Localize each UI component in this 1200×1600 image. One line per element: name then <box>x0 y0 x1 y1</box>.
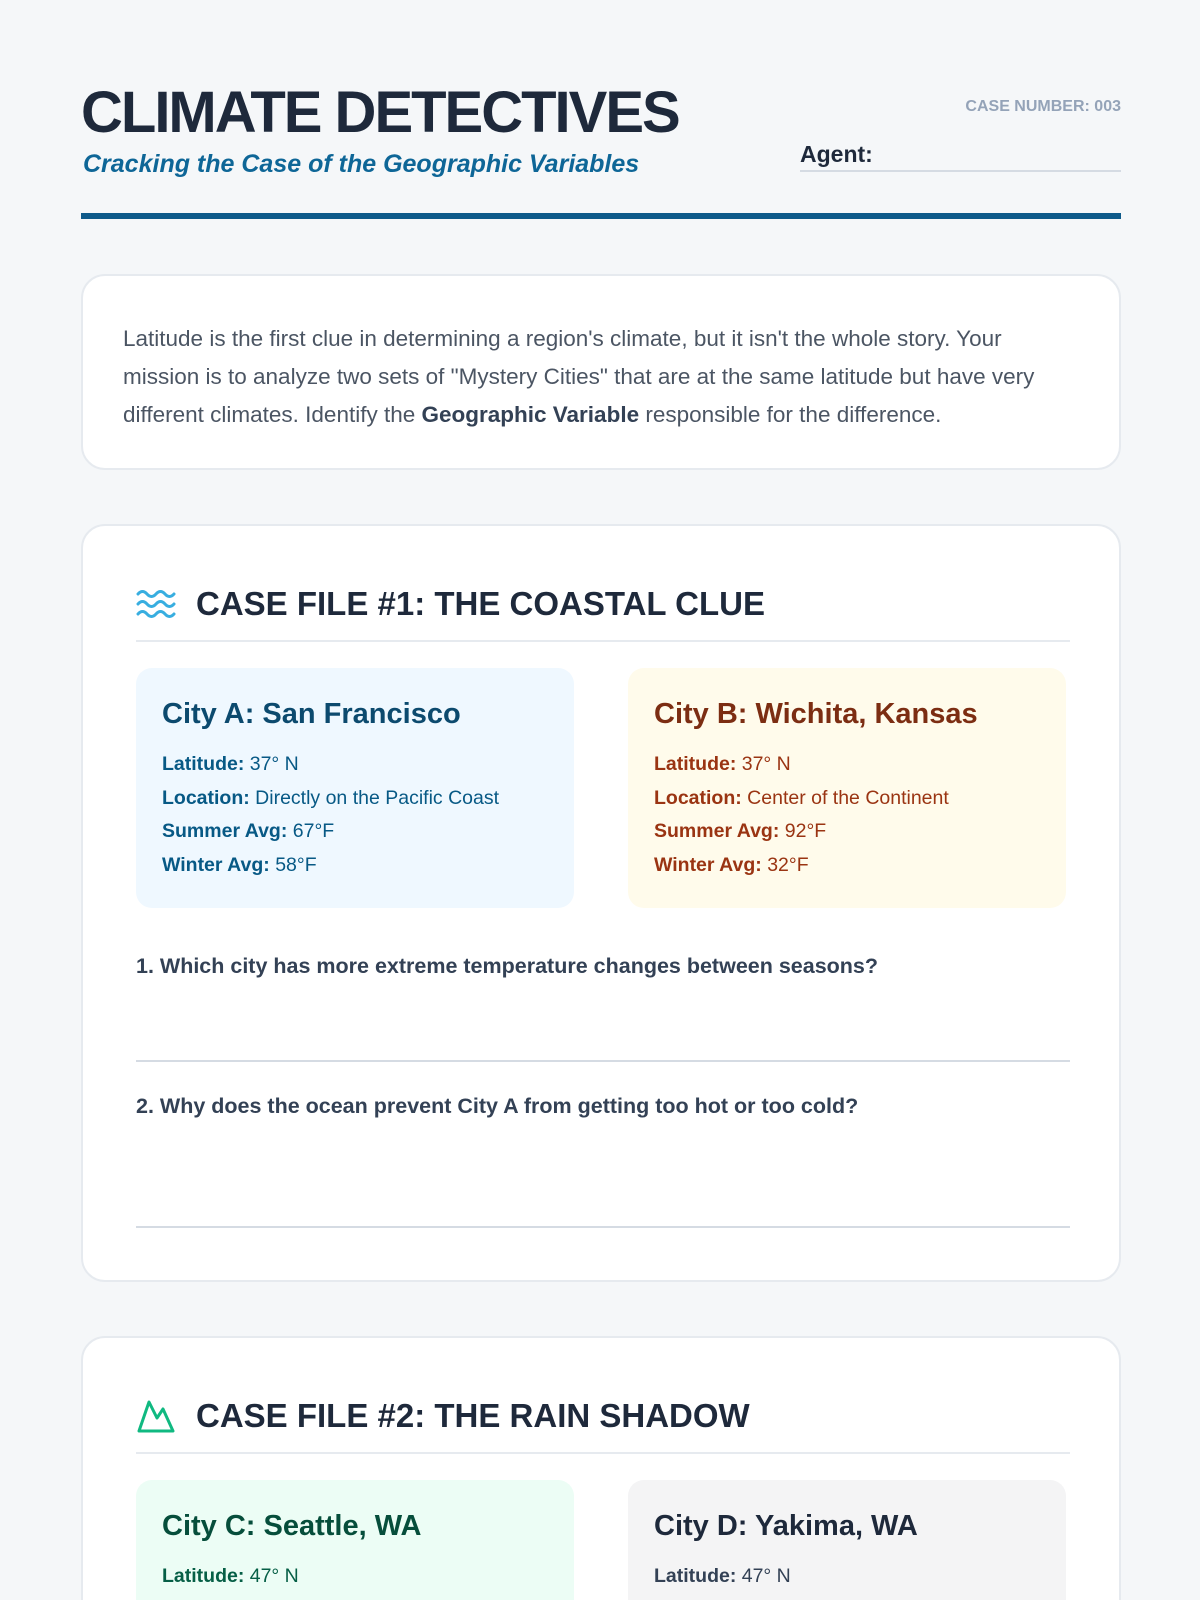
city-fact-row <box>162 1560 548 1594</box>
fact-value: 47° N <box>736 1565 791 1587</box>
city-d-card <box>628 1480 1066 1600</box>
agent-field[interactable] <box>800 132 1121 172</box>
case-number: CASE NUMBER: 003 <box>965 98 1121 115</box>
city-name: City B: Wichita, Kansas <box>654 698 978 730</box>
fact-label: Summer Avg: <box>162 820 288 842</box>
city-name: City D: Yakima, WA <box>654 1510 918 1542</box>
city-fact-row <box>654 849 1040 883</box>
case-file-title: CASE FILE #2: THE RAIN SHADOW <box>196 1397 750 1434</box>
intro-card <box>81 274 1121 470</box>
mountain-icon <box>136 1398 176 1434</box>
worksheet-header <box>81 80 1121 220</box>
answer-line-1[interactable] <box>136 1060 1070 1062</box>
fact-value: 37° N <box>736 753 791 775</box>
city-a-card <box>136 668 574 908</box>
city-fact-row <box>162 815 548 849</box>
fact-value: 37° N <box>244 753 299 775</box>
case-file-title: CASE FILE #1: THE COASTAL CLUE <box>196 585 765 622</box>
city-fact-row <box>654 748 1040 782</box>
intro-text-part: responsible for the difference. <box>639 402 942 427</box>
header-divider <box>81 213 1121 219</box>
fact-label: Location: <box>654 786 742 809</box>
agent-label: Agent: <box>800 141 873 167</box>
page-subtitle: Cracking the Case of the Geographic Variables <box>83 150 640 178</box>
city-name: City A: San Francisco <box>162 698 461 730</box>
fact-label: Location: <box>162 786 250 809</box>
city-fact-row <box>162 782 548 816</box>
fact-label: Latitude: <box>654 753 737 775</box>
intro-text-bold: Geographic Variable <box>421 402 640 427</box>
waves-icon <box>136 586 176 622</box>
question-2: 2. Why does the ocean prevent City A from getting too hot or too cold? <box>136 1094 859 1118</box>
city-fact-row <box>654 815 1040 849</box>
fact-label: Latitude: <box>654 1565 737 1587</box>
fact-label: Latitude: <box>162 1565 245 1587</box>
fact-value: Directly on the Pacific Coast <box>249 786 500 809</box>
city-fact-row <box>654 782 1040 816</box>
city-fact-row <box>162 748 548 782</box>
case-file-1 <box>81 524 1121 1282</box>
fact-value: 92°F <box>779 820 827 842</box>
case-file-header <box>136 1394 1070 1454</box>
fact-value: 67°F <box>287 820 335 842</box>
city-fact-row <box>654 1560 1040 1594</box>
fact-label: Latitude: <box>162 753 245 775</box>
question-1: 1. Which city has more extreme temperature changes between seasons? <box>136 954 879 978</box>
fact-label: Winter Avg: <box>654 853 762 876</box>
city-name: City C: Seattle, WA <box>162 1510 422 1542</box>
intro-text <box>123 320 1079 434</box>
fact-label: Winter Avg: <box>162 853 270 876</box>
city-c-card <box>136 1480 574 1600</box>
city-b-card <box>628 668 1066 908</box>
fact-value: Center of the Continent <box>741 786 949 809</box>
fact-label: Summer Avg: <box>654 820 780 842</box>
fact-value: 47° N <box>244 1565 299 1587</box>
fact-value: 32°F <box>761 853 809 876</box>
case-file-2 <box>81 1336 1121 1600</box>
intro-text-part: Latitude is the first clue in determining a region's climate, but it isn't the whole story. Your mission is to analyze two sets of "Mystery Cities" that are at the same latitude but have very different climates. Identify the <box>123 326 1035 427</box>
page-title: CLIMATE DETECTIVES <box>81 80 679 145</box>
answer-line-2[interactable] <box>136 1226 1070 1228</box>
case-file-header <box>136 582 1070 642</box>
fact-value: 58°F <box>269 853 317 876</box>
city-fact-row <box>162 849 548 883</box>
